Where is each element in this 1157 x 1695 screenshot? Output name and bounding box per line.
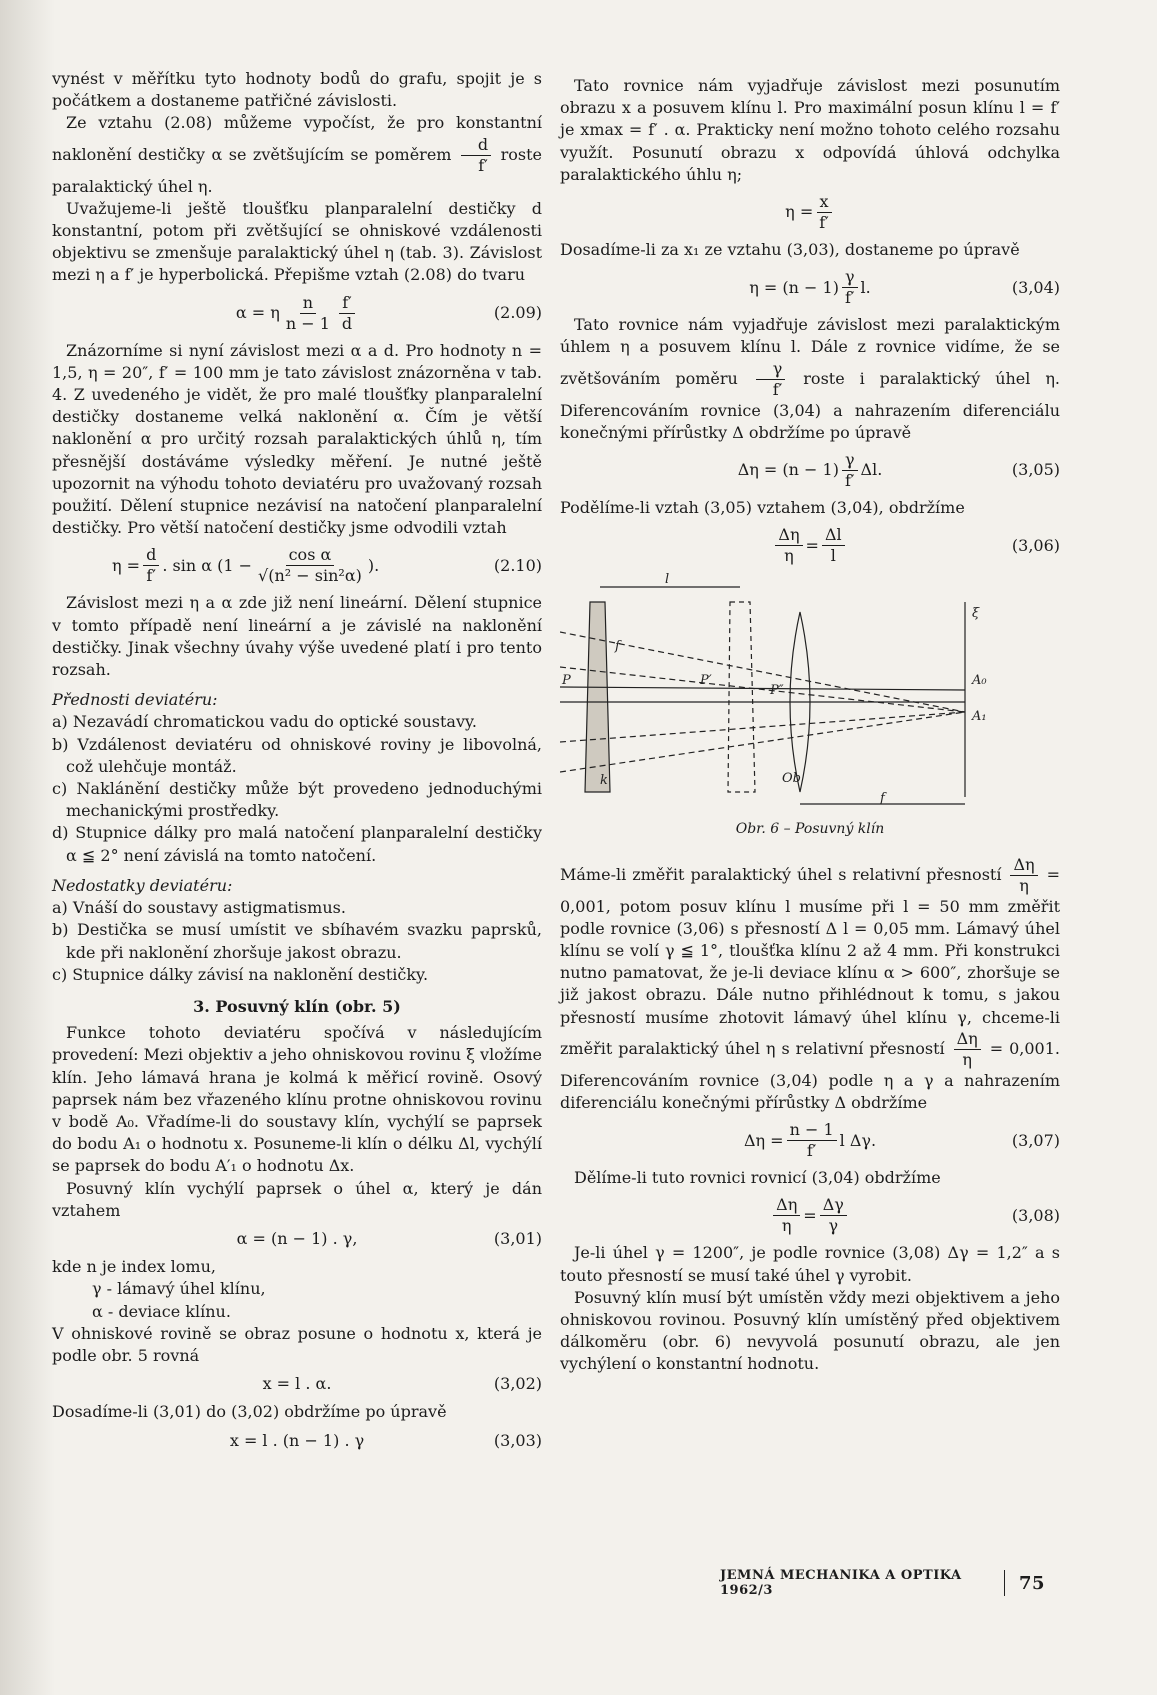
- paragraph: Závislost mezi η a α zde již není lineární. Dělení stupnice v tomto případě není lineární a je závislé na naklonění destičky. Jinak všechny úvahy výše uvedené platí i pro tento rozsah.: [52, 593, 542, 680]
- label-a0: A₀: [972, 673, 987, 689]
- label-p: P: [562, 673, 571, 689]
- paragraph: Tato rovnice nám vyjadřuje závislost mezi paralaktickým úhlem η a posuvem klínu l. Dále z rovnice vidíme, že se zvětšováním poměru $\frac{\gamma}{f'}$ roste i paralaktický úhel η. Diferencováním rovnice (3,04) a nahrazením diferenciálu konečnými přírůstky Δ obdržíme po úpravě: [560, 315, 1061, 442]
- footer-divider: [1004, 1570, 1005, 1596]
- paragraph: vynést v měřítku tyto hodnoty bodů do grafu, spojit je s počátkem a dostaneme patřičné závislosti.: [52, 69, 542, 111]
- paragraph: Posuvný klín vychýlí paprsek o úhel α, který je dán vztahem: [52, 1178, 542, 1220]
- label-a1: A₁: [972, 709, 987, 725]
- wedge-shifted: [728, 602, 755, 792]
- label-ob: Ob: [782, 771, 801, 787]
- list-item: c) Stupnice dálky závisí na naklonění destičky.: [52, 964, 429, 984]
- paragraph: α - deviace klínu.: [92, 1301, 231, 1321]
- paragraph: Funkce tohoto deviatéru spočívá v následujícím provedení: Mezi objektiv a jeho ohniskovou rovinu ξ vložíme klín. Jeho lámavá hrana je kolmá k měřicí rovině. Osový paprsek nám bez vřazeného klínu protne ohniskovou rovinu v bodě A₀. Vřadíme-li do soustavy klín, vychýlí se paprsek do bodu A₁ o hodnotu x. Posuneme-li klín o délku Δl, vychýlí se paprsek do bodu A′₁ o hodnotu Δx.: [52, 1023, 542, 1176]
- paragraph: Je-li úhel γ = 1200″, je podle rovnice (3,08) Δγ = 1,2″ a s touto přesností se musí také úhel γ vyrobit.: [560, 1243, 1060, 1285]
- equation-eta: η = $\frac{x}{f'}$: [560, 192, 1060, 233]
- label-k: k: [600, 773, 608, 789]
- section-heading: 3. Posuvný klín (obr. 5): [193, 996, 401, 1016]
- list-item: b) Destička se musí umístit ve sbíhavém svazku paprsků, kde při naklonění zhoršuje jakost obrazu.: [52, 920, 542, 962]
- equation-2-09: α = η $\frac{n}{n - 1}$ $\frac{f'}{d}$ (2.09): [235, 292, 542, 333]
- label-p-prime: P′: [700, 673, 712, 689]
- figure-caption: Obr. 6 – Posuvný klín: [735, 821, 885, 838]
- list-item: a) Nezavádí chromatickou vadu do optické soustavy.: [52, 712, 477, 732]
- paragraph: Máme-li změřit paralaktický úhel s relativní přesností $\frac{\Delta\eta}{\eta}$ = 0,001, potom posuv klínu l musíme při l = 50 mm změřit podle rovnice (3,06) s přesností Δ l = 0,05 mm. Lámavý úhel klínu se volí γ ≦ 1°, tloušťka klínu 2 až 4 mm. Při konstrukci nutno pamatovat, že je-li deviace klínu α > 600″, zhoršuje se již jakost obrazu. Dále nutno přihlédnout k tomu, s jakou přesností musíme zhotovit lámavý úhel klínu γ, chceme-li změřit paralaktický úhel η s relativní přesností $\frac{\Delta\eta}{\eta}$ = 0,001. Diferencováním rovnice (3,04) podle η a γ a nahrazením diferenciálu konečnými přírůstky Δ obdržíme: [560, 854, 1060, 1113]
- paragraph: Znázorníme si nyní závislost mezi α a d. Pro hodnoty n = 1,5, η = 20″, f′ = 100 mm je tato závislost znázorněna v tab. 4. Z uvedeného je vidět, že pro malé tloušťky planparalelní destičky dostaneme velká naklonění α. Čím je větší naklonění α pro určitý rozsah paralaktických úhlů η, tím přesnější dostáváme výsledky měření. Je nutné ještě upozornit na výhodu tohoto deviatéru pro uvažovaný rozsah použití. Dělení stupnice nezávisí na natočení planparalelní destičky. Pro větší natočení destičky jsme odvodili vztah: [52, 340, 542, 538]
- journal-name: JEMNÁ MECHANIKA A OPTIKA 1962/3: [720, 1568, 962, 1598]
- paragraph: Podělíme-li vztah (3,05) vztahem (3,04), obdržíme: [560, 498, 965, 518]
- label-xi: ξ: [972, 606, 980, 622]
- page-number: 75: [1018, 1572, 1045, 1594]
- paragraph: Tato rovnice nám vyjadřuje závislost mezi posunutím obrazu x a posuvem klínu l. Pro maximální posun klínu l = f′ je xmax = f′ . α. Prakticky není možno tohoto celého rozsahu využít. Posunutí obrazu x odpovídá úhlová odchylka paralaktického úhlu η;: [560, 76, 1060, 184]
- equation-3-06: $\frac{\Delta\eta}{\eta}$ = $\frac{\Delta l}{l}$ (3,06): [560, 525, 1060, 566]
- list-item: c) Naklánění destičky může být provedeno jednoduchými mechanickými prostředky.: [52, 779, 542, 821]
- subheading-cons: Nedostatky deviatéru:: [52, 875, 233, 895]
- paragraph: kde n je index lomu,: [52, 1257, 216, 1277]
- equation-3-01: α = (n − 1) . γ, (3,01): [236, 1228, 542, 1248]
- equation-number: (2.10): [493, 555, 542, 575]
- paragraph: V ohniskové rovině se obraz posune o hodnotu x, která je podle obr. 5 rovná: [52, 1323, 542, 1365]
- right-column: [560, 75, 1060, 1376]
- paragraph: Ze vztahu (2.08) můžeme vypočíst, že pro konstantní naklonění destičky α se zvětšujícím se poměrem $\frac{d}{f'}$ roste paralaktický úhel η.: [52, 113, 543, 196]
- paragraph: Uvažujeme-li ještě tloušťku planparalelní destičky d konstantní, potom při zvětšující se ohniskové vzdálenosti objektivu se zmenšuje paralaktický úhel η (tab. 3). Závislost mezi η a f′ je hyperbolická. Přepišme vztah (2.08) do tvaru: [52, 198, 542, 285]
- left-column: [52, 68, 542, 1458]
- wedge-shape: [585, 602, 610, 792]
- page-edge-shadow: [0, 0, 55, 1695]
- label-f-small: f: [615, 639, 620, 655]
- label-f: f: [880, 791, 885, 807]
- equation-3-08: $\frac{\Delta\eta}{\eta}$ = $\frac{\Delta\gamma}{\gamma}$ (3,08): [560, 1195, 1060, 1236]
- equation-3-02: x = l . α. (3,02): [262, 1374, 542, 1394]
- list-item: a) Vnáší do soustavy astigmatismus.: [52, 898, 346, 918]
- paragraph: γ - lámavý úhel klínu,: [92, 1279, 266, 1299]
- equation-3-07: Δη = $\frac{n - 1}{f'}$ l Δγ. (3,07): [743, 1120, 1060, 1161]
- fraction: $\frac{d}{f'}$: [461, 135, 491, 176]
- equation-number: (2.09): [493, 303, 542, 323]
- wedge-diagram: [560, 572, 1060, 812]
- equation-3-03: x = l . (n − 1) . γ (3,03): [229, 1430, 542, 1450]
- paragraph: Dělíme-li tuto rovnici rovnicí (3,04) obdržíme: [574, 1168, 941, 1188]
- list-item: b) Vzdálenost deviatéru od ohniskové roviny je libovolná, což ulehčuje montáž.: [52, 734, 542, 776]
- label-p-dprime: P″: [770, 683, 784, 699]
- paragraph: Posuvný klín musí být umístěn vždy mezi objektivem a jeho ohniskovou rovinou. Posuvný klín umístěný před objektivem dálkoměru (obr. 6) nevyvolá posunutí obrazu, ale jen vychýlení o konstantní hodnotu.: [560, 1287, 1060, 1374]
- figure-sliding-wedge: [560, 572, 1060, 818]
- list-item: d) Stupnice dálky pro malá natočení planparalelní destičky α ≦ 2° není závislá na tomto natočení.: [52, 823, 542, 865]
- label-l: l: [665, 572, 670, 588]
- equation-3-04: η = (n − 1) $\frac{\gamma}{f'}$ l. (3,04): [749, 267, 1060, 308]
- paragraph: Dosadíme-li za x₁ ze vztahu (3,03), dostaneme po úpravě: [560, 240, 1020, 260]
- subheading-pros: Přednosti deviatéru:: [52, 690, 218, 710]
- equation-2-10: η = $\frac{d}{f'}$ . sin α (1 − $\frac{\text{cos α}}{\text{√(n² − sin²α)}}$ ). (2.10): [112, 545, 542, 586]
- paragraph: Dosadíme-li (3,01) do (3,02) obdržíme po úpravě: [52, 1402, 447, 1422]
- equation-3-05: Δη = (n − 1) $\frac{\gamma}{f'}$ Δl. (3,05): [737, 450, 1060, 491]
- page-footer: [720, 1568, 1045, 1598]
